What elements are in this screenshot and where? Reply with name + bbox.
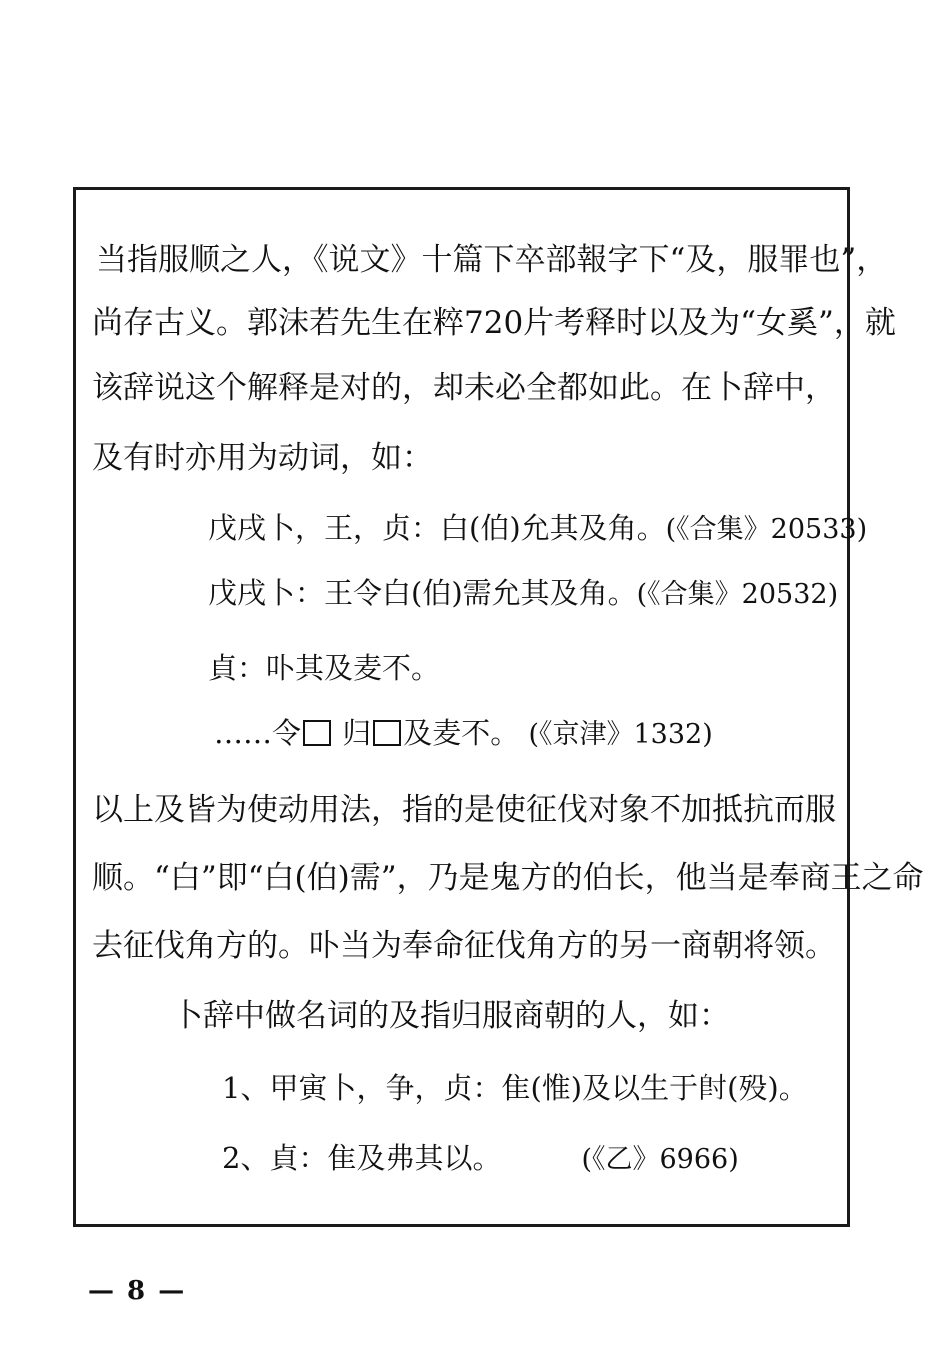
example-5: 1、甲寅卜，争，贞：隹(惟)及以生于𡬠(殁)。: [222, 1071, 808, 1105]
example-1: [208, 508, 867, 550]
example-1-text: 戊戌卜，王，贞：白(伯)允其及角。: [208, 511, 666, 545]
example-2-text: 戊戌卜：王令白(伯)需允其及角。: [208, 576, 637, 610]
example-1-ref: (《合集》20533): [665, 514, 868, 545]
paragraph-2-line-2: 顺。“白”即“白(伯)需”，乃是鬼方的伯长，他当是奉商王之命: [92, 860, 924, 896]
paragraph-1-line-4: 及有时亦用为动词，如：: [92, 440, 433, 476]
missing-character-box: [373, 720, 401, 746]
example-6-ref: (《乙》6966): [581, 1144, 739, 1175]
paragraph-2-line-3: 去征伐角方的。卟当为奉命征伐角方的另一商朝将领。: [92, 928, 836, 964]
paragraph-1-line-2: 尚存古义。郭沫若先生在粹720片考释时以及为“女奚”，就: [92, 305, 896, 341]
example-4-pre: ……令: [214, 716, 302, 750]
example-4: [214, 713, 713, 755]
example-6: [222, 1138, 739, 1180]
paragraph-1-line-1: 当指服顺之人，《说文》十篇下卒部報字下“及，服罪也”，: [96, 242, 888, 278]
paragraph-2-line-1: 以上及皆为使动用法，指的是使征伐对象不加抵抗而服: [92, 792, 836, 828]
example-6-text: 2、貞：隹及弗其以。: [222, 1141, 502, 1175]
missing-character-box: [303, 720, 331, 746]
example-4-ref: (《京津》1332): [528, 719, 713, 750]
example-2-ref: (《合集》20532): [636, 579, 839, 610]
paragraph-3-line-1: 卜辞中做名词的及指归服商朝的人，如：: [172, 998, 730, 1034]
example-4-mid: 归: [333, 716, 372, 750]
example-2: [208, 573, 838, 615]
paragraph-1-line-3: 该辞说这个解释是对的，却未必全都如此。在卜辞中，: [92, 370, 836, 406]
example-4-post: 及麦不。: [403, 716, 520, 750]
page-number: — 8 —: [88, 1276, 187, 1306]
example-3: 貞：卟其及麦不。: [208, 651, 441, 685]
